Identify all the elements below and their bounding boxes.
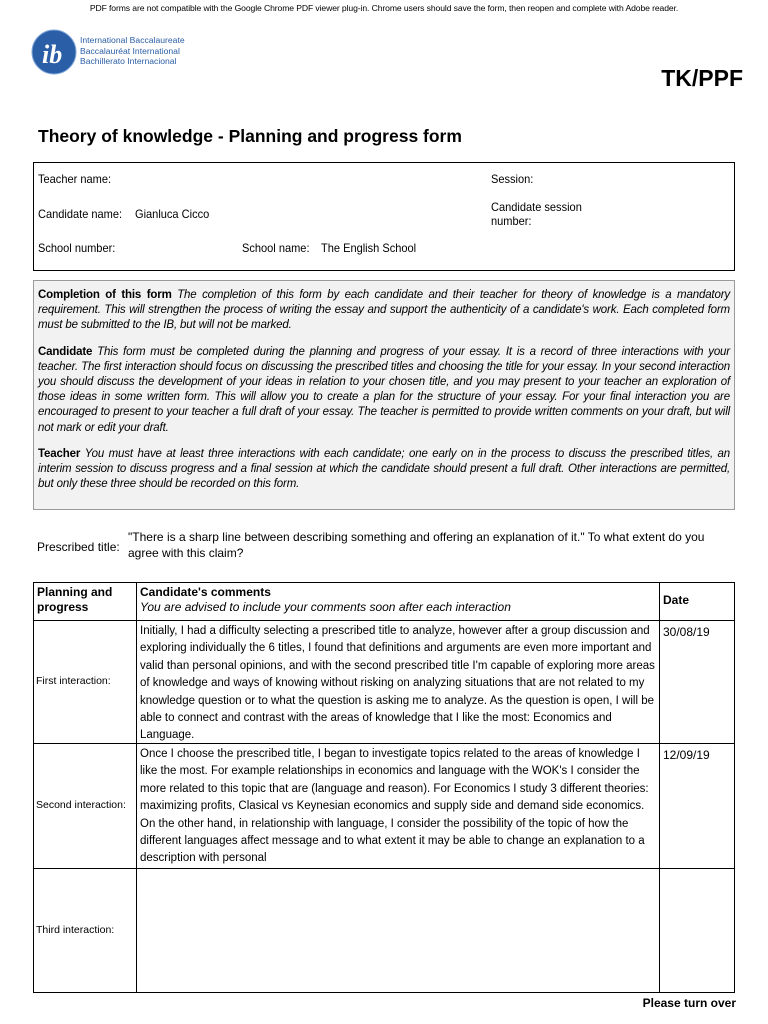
comments-subheader: You are advised to include your comments soon after each interaction — [140, 600, 511, 614]
chrome-compatibility-notice: PDF forms are not compatible with the Google Chrome PDF viewer plug-in. Chrome users should save the form, then reopen and complete with Adobe reader. — [89, 3, 679, 13]
candidate-name-value[interactable]: Gianluca Cicco — [134, 207, 209, 221]
logo-line-spanish: Bachillerato Internacional — [80, 56, 177, 67]
form-code: TK/PPF — [661, 65, 743, 91]
logo-line-english: International Baccalaureate — [80, 35, 185, 45]
second-interaction-date[interactable]: 12/09/19 — [663, 748, 710, 762]
planning-header-line-2: progress — [37, 600, 89, 614]
first-interaction-label: First interaction: — [36, 675, 111, 687]
third-interaction-date[interactable] — [660, 869, 735, 992]
table-header-planning — [37, 585, 135, 615]
completion-heading: Completion of this form — [38, 289, 172, 301]
school-name-value[interactable]: The English School — [320, 241, 416, 255]
candidate-text: This form must be completed during the planning and progress of your essay. It is a record of three interactions with your teacher. The first interaction should focus on discussing the prescribed titles and choosing the title for your essay. In your second interaction you should discuss the development of your ideas in relation to your chosen title, and you may present to your teacher an exploration of those ideas in some written form. This will allow you to create a plan for the structure of your essay. For your final interaction you are encouraged to present to your teacher a full draft of your essay. The teacher is permitted to provide written comments on your draft, but will not mark or edit your draft. — [38, 345, 730, 434]
school-name-field[interactable] — [242, 241, 424, 255]
school-number-label: School number: — [38, 241, 116, 255]
candidate-name-field[interactable] — [38, 207, 215, 221]
logo-line-french: Baccalauréat International — [80, 45, 180, 56]
ib-logo-text — [80, 35, 185, 67]
candidate-session-label-2: number: — [491, 214, 532, 228]
second-interaction-comment[interactable]: Once I choose the prescribed title, I began to investigate topics related to the areas of knowledge I like the most. For example relationships in economics and language with the WOK's I consider the more related to this topic that are (language and reason). For Economics I study 3 different theories: maximizing profits, Clasical vs Keynesian economics and supply side and demand side economics. On the other hand, in relationship with language, I consider the possibility of the topic of how the different languages affect message and to what extent it may be able to change an explanation to a description with personal — [140, 748, 649, 865]
candidate-paragraph — [38, 345, 730, 436]
session-label: Session: — [491, 172, 534, 186]
third-interaction-comment[interactable] — [137, 869, 659, 992]
session-field[interactable] — [491, 172, 542, 186]
planning-header-line-1: Planning and — [37, 585, 113, 599]
completion-paragraph — [38, 288, 730, 334]
teacher-name-field[interactable] — [38, 172, 123, 186]
first-interaction-comment[interactable]: Initially, I had a difficulty selecting a prescribed title to analyze, however after a group discussion and exploring individually the 6 titles, I found that definitions and arguments are even more important and valid than personal opinions, and with the second prescribed title I'm capable of exploring more areas of knowledge and ways of knowing without risking on analyzing situations that are not related to my knowledge question or to what the question is asking me to analyze. As the question is open, I will be able to connect and contrast with the areas of knowledge that I like the most: Economics and Language. — [140, 625, 655, 742]
candidate-info-box — [33, 162, 735, 271]
candidate-session-label-1: Candidate session — [491, 200, 582, 214]
table-header-comments — [140, 585, 657, 615]
comments-header: Candidate's comments — [140, 585, 271, 599]
teacher-text: You must have at least three interactions with each candidate; one early on in the process to discuss the prescribed titles, an interim session to discuss progress and a final session at which the candidate should present a full draft. Other interactions are permitted, but only these three should be recorded on this form. — [38, 447, 730, 491]
table-header-date: Date — [663, 593, 690, 607]
please-turn-over: Please turn over — [642, 996, 736, 1010]
first-interaction-date[interactable]: 30/08/19 — [663, 625, 710, 639]
ib-logo-icon — [31, 29, 77, 75]
third-interaction-label: Third interaction: — [36, 924, 115, 936]
second-interaction-label: Second interaction: — [36, 799, 126, 811]
svg-text:ib: ib — [42, 40, 63, 69]
teacher-paragraph — [38, 447, 730, 493]
prescribed-title-value[interactable]: "There is a sharp line between describing something and offering an explanation of it." To what extent do you agree with this claim? — [128, 530, 705, 560]
candidate-heading: Candidate — [38, 345, 93, 358]
candidate-name-label: Candidate name: — [38, 207, 123, 221]
page-title: Theory of knowledge - Planning and progress form — [38, 126, 462, 146]
teacher-heading: Teacher — [38, 447, 81, 460]
instructions-box — [33, 280, 735, 510]
school-name-label: School name: — [242, 241, 310, 255]
school-number-field[interactable] — [38, 241, 127, 255]
teacher-name-label: Teacher name: — [38, 172, 112, 186]
completion-text: The completion of this form by each candidate and their teacher for theory of knowledge is a mandatory requirement. This will strengthen the process of writing the essay and support the authenticity of a candidate's work. Each completed form must be submitted to the IB, but will not be marked. — [38, 289, 731, 332]
candidate-session-number-field[interactable] — [491, 200, 590, 228]
prescribed-title-label: Prescribed title: — [37, 540, 120, 554]
progress-table — [33, 582, 735, 993]
